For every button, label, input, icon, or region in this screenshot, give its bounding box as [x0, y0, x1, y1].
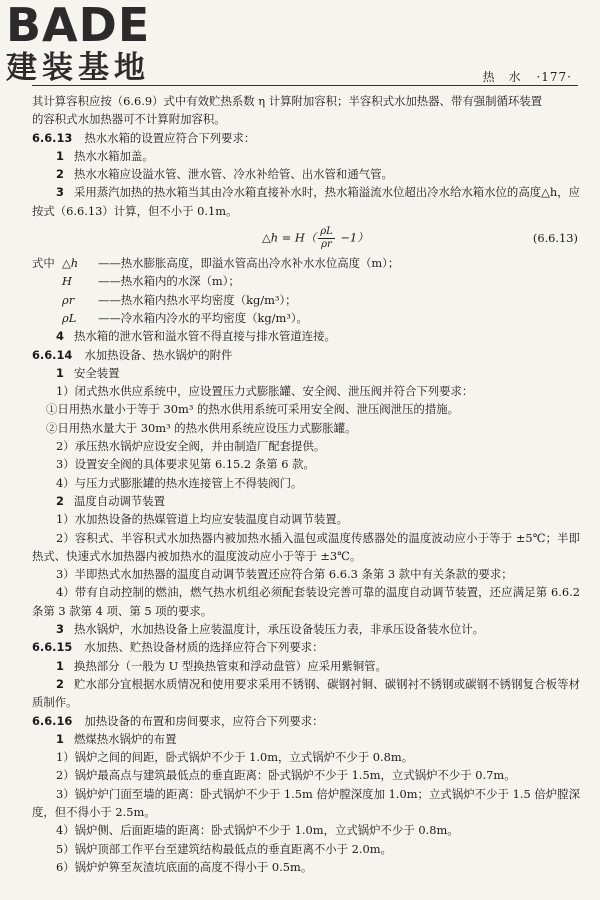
header-section: 热 水 [482, 70, 522, 84]
para-line: 其计算容积应按（6.6.9）式中有效贮热系数 η 计算附加容积；半容积式水加热器、带有强制循环装置 [32, 94, 543, 108]
definition: H ——热水箱内的水深（m）； [62, 274, 240, 289]
list-item: 1 换热部分（一般为 U 型换热管束和浮动盘管）应采用紫铜管。 [56, 658, 387, 673]
list-item: 3 采用蒸汽加热的热水箱当其由冷水箱直接补水时，热水箱溢流水位超出冷水给水箱水位的高度△h，应按式（6.6.13）计算，但不小于 0.1m。 [32, 185, 580, 218]
section-6-6-13: 6.6.13 热水水箱的设置应符合下列要求： [32, 130, 256, 145]
sub-item: 3）半即热式水加热器的温度自动调节装置还应符合第 6.6.3 条第 3 款中有关条款的要求； [56, 567, 513, 582]
sub-item: 2）容积式、半容积式水加热器内被加热水插入温包或温度传感器处的温度波动应小于等于 ±5℃；半即热式、快速式水加热器内被加热水的温度波动应小于等于 ±3℃。 [32, 530, 580, 563]
list-item: 1 燃煤热水锅炉的布置 [56, 731, 177, 746]
logo [6, 2, 196, 92]
sub-item: 1）锅炉之间的间距，卧式锅炉不少于 1.0m，立式锅炉不少于 0.8m。 [56, 750, 414, 765]
section-6-6-15: 6.6.15 水加热、贮热设备材质的选择应符合下列要求： [32, 640, 324, 655]
sub-item: 4）带有自动控制的燃油，燃气热水机组必须配套装设完善可靠的温度自动调节装置，还应满足第 6.6.2 条第 3 款第 4 项、第 5 项的要求。 [32, 585, 580, 618]
list-item: 1 热水水箱加盖。 [56, 148, 154, 163]
para-line: 的容积式水加热器可不计算附加容积。 [32, 112, 226, 127]
formula-6-6-13: △h = H（ $\frac{\rho L}{\rho r}$ −1） (6.6.13) [262, 226, 578, 251]
list-item: 3 热水锅炉，水加热设备上应装温度计，承压设备装压力表，非承压设备装水位计。 [56, 622, 485, 637]
header-rule [32, 85, 578, 86]
section-6-6-16: 6.6.16 加热设备的布置和房间要求，应符合下列要求： [32, 713, 324, 728]
sub-item: 3）锅炉炉门面至墙的距离：卧式锅炉不少于 1.5m 倍炉膛深度加 1.0m；立式锅炉不少于 1.5 倍炉膛深度，但不得小于 2.5m。 [32, 786, 580, 819]
definition: 式中 △h ——热水膨胀高度，即溢水管高出冷水补水水位高度（m）； [32, 256, 400, 271]
page-body [32, 92, 580, 876]
sub-item: 2）承压热水锅炉应设安全阀，并由制造厂配套提供。 [56, 439, 326, 454]
list-item: 2 贮水部分宜根据水质情况和使用要求采用不锈钢、碳钢衬铜、碳钢衬不锈钢或碳钢不锈钢复合板等材质制作。 [32, 676, 580, 710]
sub-item: 4）与压力式膨胀罐的热水连接管上不得装阀门。 [56, 475, 303, 490]
sub-item: 5）锅炉顶部工作平台至建筑结构最低点的垂直距离不小于 2.0m。 [56, 841, 392, 856]
sub-item: 4）锅炉侧、后面距墙的距离：卧式锅炉不少于 1.0m，立式锅炉不少于 0.8m。 [56, 823, 459, 838]
equation-number: (6.6.13) [532, 231, 578, 246]
sub-item: 1）水加热设备的热媒管道上均应安装温度自动调节装置。 [56, 512, 349, 527]
list-item: 1 安全装置 [56, 365, 120, 380]
sub-item: 3）设置安全阀的具体要求见第 6.15.2 条第 6 款。 [56, 457, 315, 472]
page-header [483, 68, 572, 85]
logo-brand: BADE [6, 0, 151, 52]
list-item: 4 热水箱的泄水管和溢水管不得直接与排水管道连接。 [56, 329, 336, 344]
logo-subtitle: 建装基地 [6, 50, 150, 86]
header-page-number: ·177· [536, 70, 572, 84]
sub-item: 2）锅炉最高点与建筑最低点的垂直距离：卧式锅炉不少于 1.5m，立式锅炉不少于 0.7m。 [56, 768, 516, 783]
definition: ρr ——热水箱内热水平均密度（kg/m³）； [62, 292, 297, 307]
sub-item: 6）锅炉炉箅至灰渣坑底面的高度不得小于 0.5m。 [56, 859, 313, 874]
sub-item: ②日用热水量大于 30m³ 的热水供用系统应设压力式膨胀罐。 [46, 420, 357, 435]
symbol-definitions [32, 254, 580, 327]
list-item: 2 热水水箱应设溢水管、泄水管、冷水补给管、出水管和通气管。 [56, 167, 393, 182]
definition: ρL ——冷水箱内冷水的平均密度（kg/m³）。 [62, 310, 308, 325]
sub-item: 1）闭式热水供应系统中，应设置压力式膨胀罐、安全阀、泄压阀并符合下列要求： [56, 384, 474, 399]
section-6-6-14: 6.6.14 水加热设备、热水锅炉的附件 [32, 347, 233, 362]
list-item: 2 温度自动调节装置 [56, 493, 166, 508]
sub-item: ①日用热水量小于等于 30m³ 的热水供用系统可采用安全阀、泄压阀泄压的措施。 [46, 402, 459, 417]
